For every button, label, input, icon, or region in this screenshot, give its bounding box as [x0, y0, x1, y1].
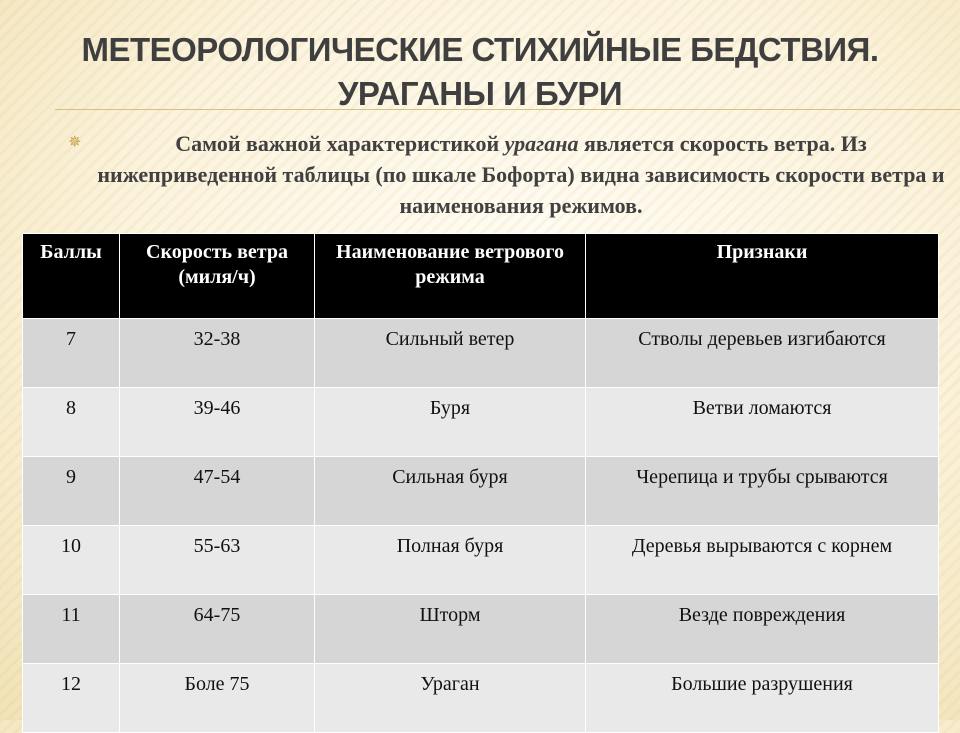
cell-signs: Большие разрушения	[586, 664, 939, 733]
cell-signs: Везде повреждения	[586, 595, 939, 664]
cell-speed: 32-38	[120, 319, 315, 388]
cell-speed: 39-46	[120, 388, 315, 457]
cell-regime: Шторм	[315, 595, 586, 664]
cell-signs: Стволы деревьев изгибаются	[586, 319, 939, 388]
cell-signs: Черепица и трубы срываются	[586, 457, 939, 526]
cell-regime: Буря	[315, 388, 586, 457]
cell-regime: Сильная буря	[315, 457, 586, 526]
title-divider	[55, 109, 960, 110]
table-header-row	[23, 234, 939, 319]
table-row	[23, 664, 939, 733]
header-wind-speed: Скорость ветра (миля/ч)	[120, 234, 315, 319]
cell-points: 12	[23, 664, 120, 733]
cell-speed: 55-63	[120, 526, 315, 595]
cell-regime: Полная буря	[315, 526, 586, 595]
cell-regime: Сильный ветер	[315, 319, 586, 388]
intro-paragraph	[92, 128, 950, 221]
slide-title-line-1: МЕТЕОРОЛОГИЧЕСКИЕ СТИХИЙНЫЕ БЕДСТВИЯ.	[81, 31, 879, 68]
slide-title	[60, 28, 900, 116]
table-row	[23, 526, 939, 595]
star-bullet-icon: ✵	[68, 132, 82, 151]
slide-title-line-2: УРАГАНЫ И БУРИ	[337, 75, 623, 112]
beaufort-table	[22, 233, 939, 733]
cell-points: 10	[23, 526, 120, 595]
cell-signs: Деревья вырываются с корнем	[586, 526, 939, 595]
table-row	[23, 319, 939, 388]
cell-speed: Боле 75	[120, 664, 315, 733]
intro-emphasis: урагана	[504, 131, 579, 156]
cell-signs: Ветви ломаются	[586, 388, 939, 457]
intro-text-start: Самой важной характеристикой	[175, 131, 505, 156]
cell-speed: 47-54	[120, 457, 315, 526]
table-row	[23, 388, 939, 457]
cell-points: 11	[23, 595, 120, 664]
table-row	[23, 457, 939, 526]
cell-points: 8	[23, 388, 120, 457]
header-signs: Признаки	[586, 234, 939, 319]
cell-points: 7	[23, 319, 120, 388]
header-points: Баллы	[23, 234, 120, 319]
table-row	[23, 595, 939, 664]
cell-regime: Ураган	[315, 664, 586, 733]
cell-speed: 64-75	[120, 595, 315, 664]
header-regime-name: Наименование ветрового режима	[315, 234, 586, 319]
cell-points: 9	[23, 457, 120, 526]
intro-text-end: является скорость ветра. Из нижеприведенной таблицы (по шкале Бофорта) видна зависимость скорости ветра и наименования режимов.	[97, 131, 945, 218]
